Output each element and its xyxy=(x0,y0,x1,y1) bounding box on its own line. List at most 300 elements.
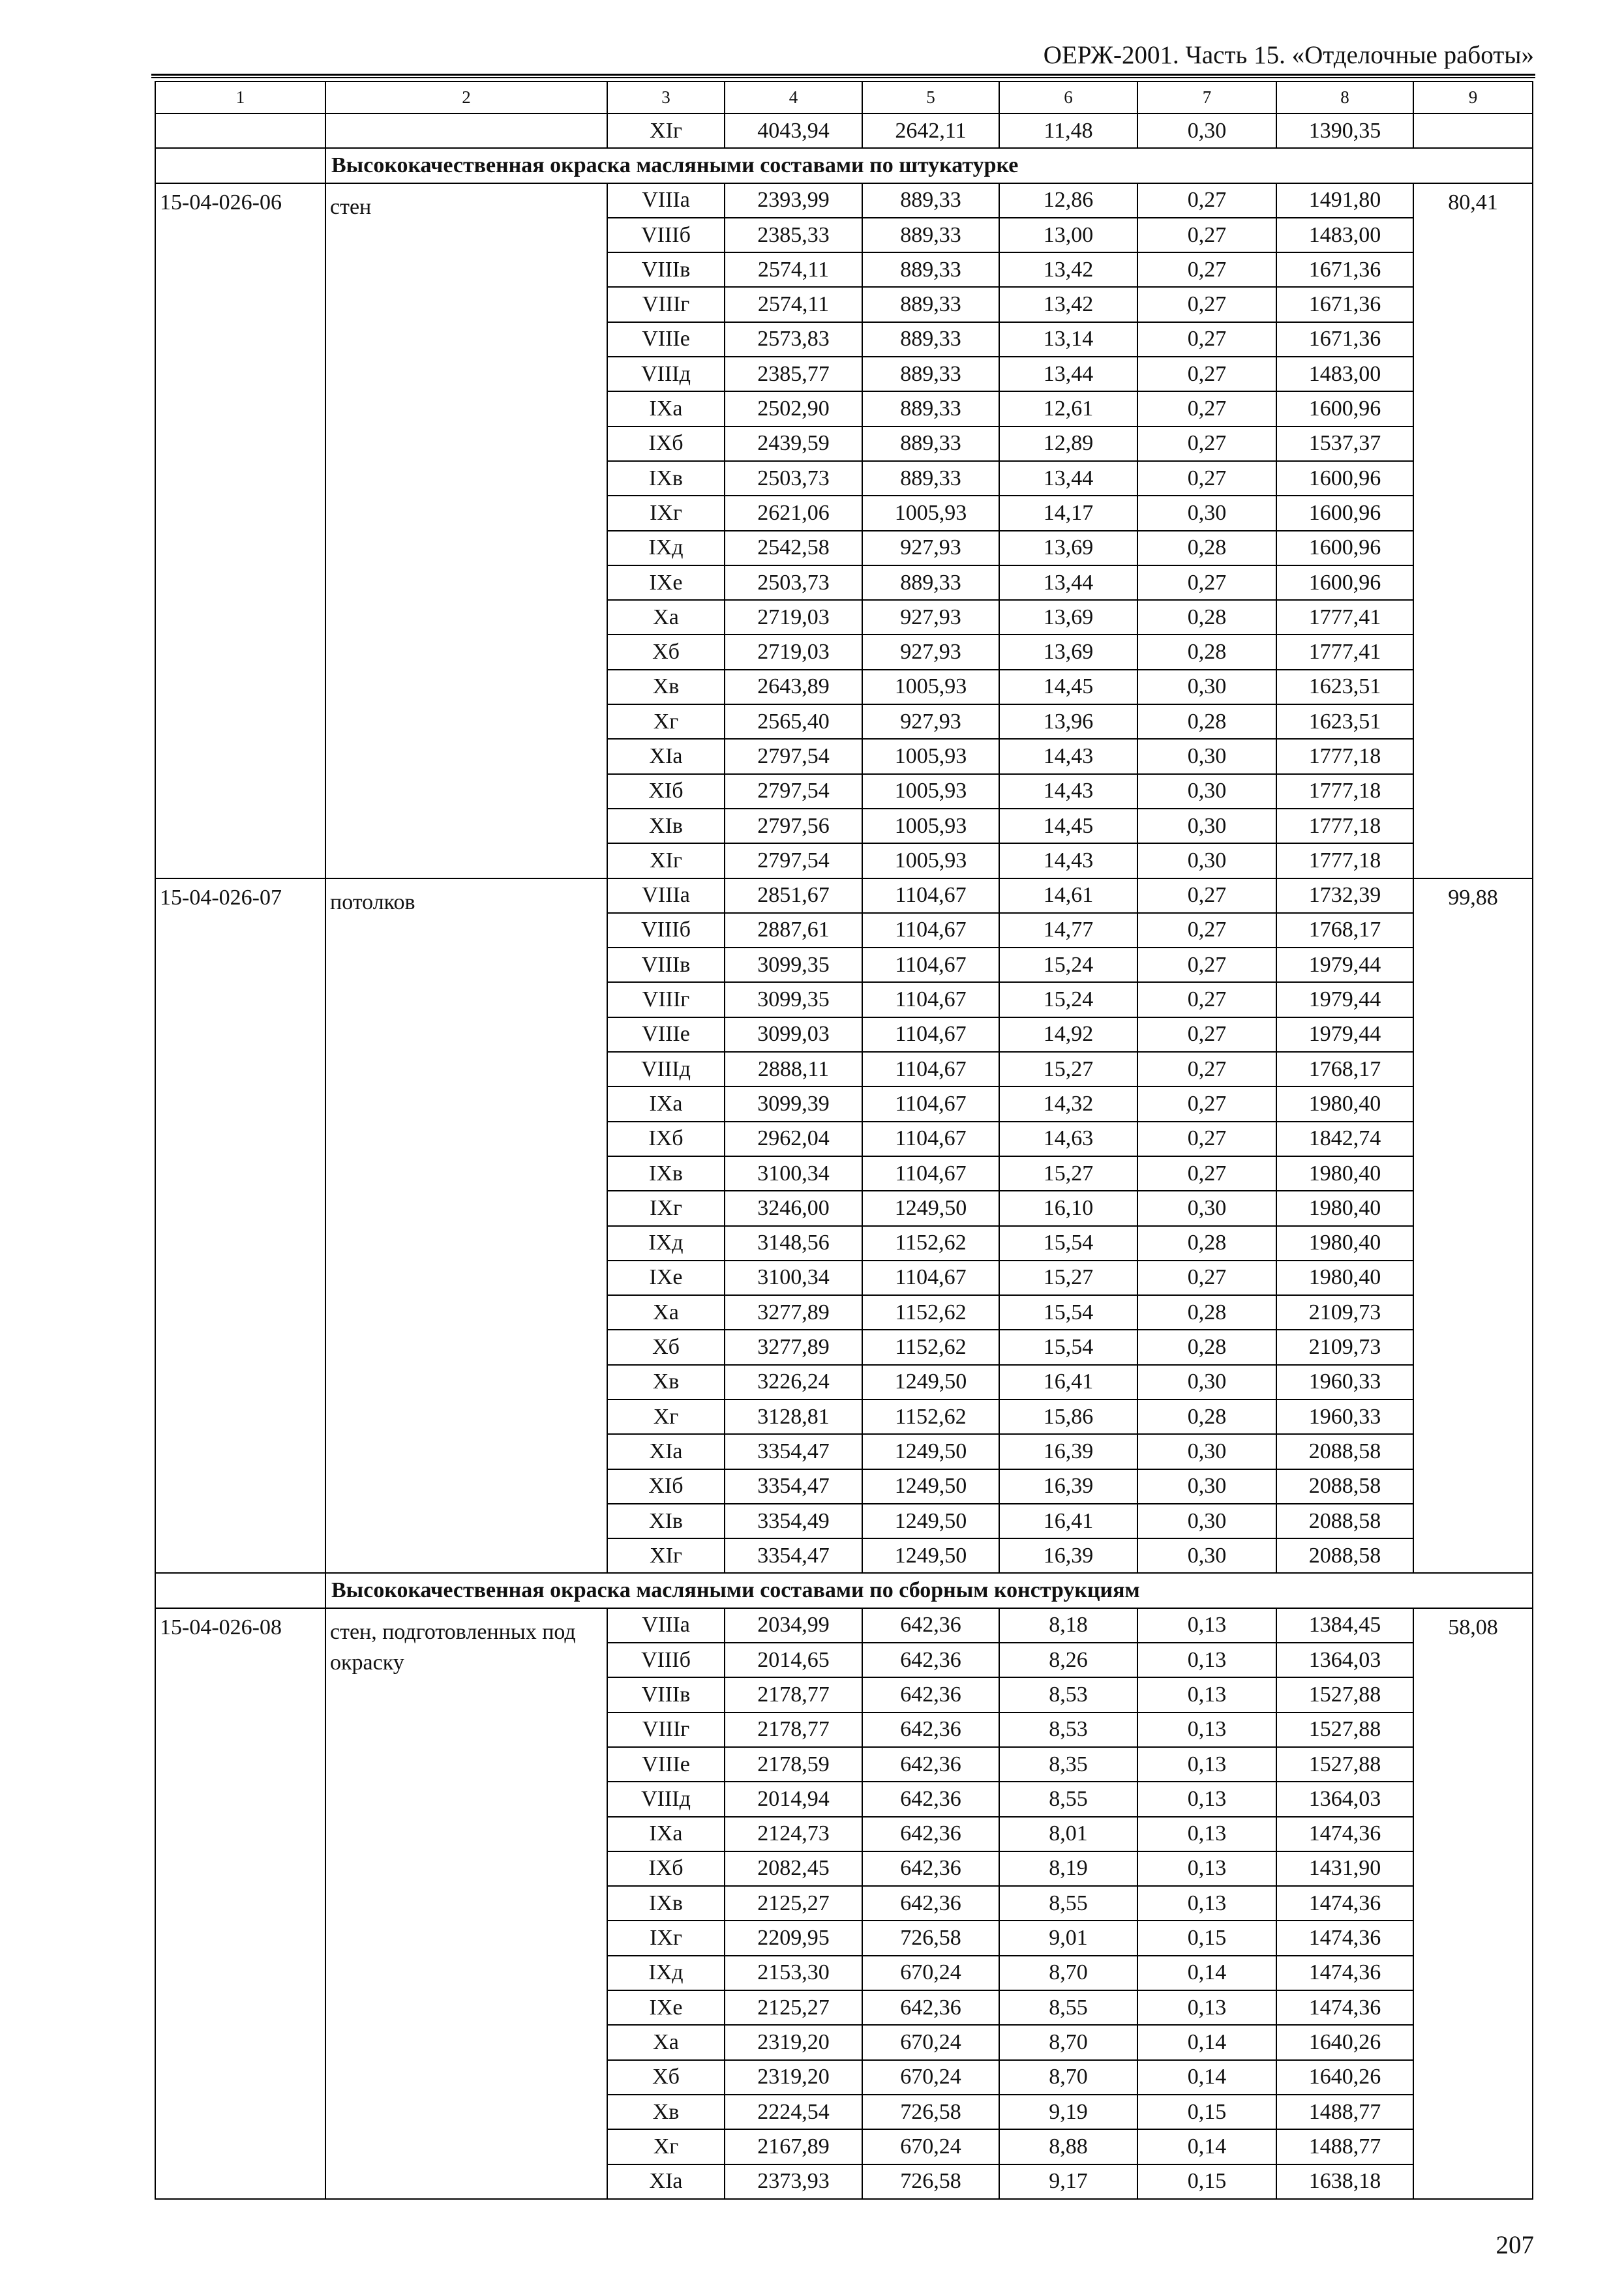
cell-value: 0,28 xyxy=(1137,1330,1276,1364)
cell-value: 0,30 xyxy=(1137,1365,1276,1399)
cell-value: 3246,00 xyxy=(725,1191,862,1225)
cell-value: 670,24 xyxy=(862,2025,999,2059)
cell-value: 642,36 xyxy=(862,1990,999,2025)
cell-value: 1104,67 xyxy=(862,878,999,913)
cell-value: 0,27 xyxy=(1137,218,1276,252)
cell-zone: VIIIа xyxy=(607,183,725,218)
cell-value: 2125,27 xyxy=(725,1990,862,2025)
cell-zone: Xб xyxy=(607,2060,725,2095)
cell-value: 0,14 xyxy=(1137,2129,1276,2164)
cell-zone: IXв xyxy=(607,1886,725,1921)
cell-value: 16,10 xyxy=(999,1191,1137,1225)
cell-value: 1980,40 xyxy=(1276,1156,1413,1191)
cell-value: 2439,59 xyxy=(725,426,862,461)
cell-value: 14,43 xyxy=(999,739,1137,773)
cell-value: 1483,00 xyxy=(1276,218,1413,252)
work-name: стен, подготовленных под окраску xyxy=(325,1608,607,2199)
cell-value: 0,27 xyxy=(1137,1086,1276,1121)
cell-code xyxy=(155,148,325,183)
cell-value: 0,14 xyxy=(1137,2025,1276,2059)
cell-value: 1980,40 xyxy=(1276,1261,1413,1295)
cell-value: 927,93 xyxy=(862,704,999,739)
cell-value: 16,41 xyxy=(999,1504,1137,1538)
cell-value: 1732,39 xyxy=(1276,878,1413,913)
cell-value: 642,36 xyxy=(862,1677,999,1712)
column-number: 9 xyxy=(1413,82,1533,113)
cell-value: 1005,93 xyxy=(862,774,999,809)
cell-value: 15,27 xyxy=(999,1156,1137,1191)
cell-value: 0,28 xyxy=(1137,531,1276,565)
cell-value: 0,27 xyxy=(1137,183,1276,218)
cell-value: 2642,11 xyxy=(862,113,999,148)
cell-value: 16,39 xyxy=(999,1434,1137,1469)
cell-value: 2573,83 xyxy=(725,322,862,357)
cell-value: 3100,34 xyxy=(725,1156,862,1191)
cell-zone: IXа xyxy=(607,1817,725,1851)
cell-value: 0,30 xyxy=(1137,1538,1276,1573)
cell-value: 2373,93 xyxy=(725,2164,862,2199)
cell-zone: XIб xyxy=(607,1469,725,1504)
cell-zone: IXб xyxy=(607,1851,725,1886)
cell-value: 9,19 xyxy=(999,2095,1137,2129)
column-number-row xyxy=(155,82,1533,113)
cell-zone: VIIIа xyxy=(607,878,725,913)
cell-zone: Xб xyxy=(607,635,725,669)
cell-zone: Xа xyxy=(607,600,725,635)
cell-value: 0,30 xyxy=(1137,774,1276,809)
rate-code: 15-04-026-06 xyxy=(155,183,325,878)
cell-value: 0,13 xyxy=(1137,1851,1276,1886)
column-number: 1 xyxy=(155,82,325,113)
cell-value: 1671,36 xyxy=(1276,322,1413,357)
cell-value: 1005,93 xyxy=(862,809,999,843)
cell-value: 1249,50 xyxy=(862,1538,999,1573)
cell-value: 4043,94 xyxy=(725,113,862,148)
cell-value: 1005,93 xyxy=(862,739,999,773)
cell-code xyxy=(155,113,325,148)
cell-value: 13,42 xyxy=(999,252,1137,287)
cell-value: 0,27 xyxy=(1137,1156,1276,1191)
cell-zone: VIIIв xyxy=(607,948,725,982)
running-header: ОЕРЖ-2001. Часть 15. «Отделочные работы» xyxy=(1043,41,1534,69)
cell-value: 14,45 xyxy=(999,670,1137,704)
cell-value: 2082,45 xyxy=(725,1851,862,1886)
table-row xyxy=(155,183,1533,218)
cell-zone: VIIIе xyxy=(607,322,725,357)
cell-value: 1104,67 xyxy=(862,1052,999,1086)
cell-zone: IXв xyxy=(607,1156,725,1191)
cell-zone: VIIIб xyxy=(607,218,725,252)
cell-value: 3099,03 xyxy=(725,1017,862,1052)
cell-value: 3277,89 xyxy=(725,1295,862,1330)
cell-value: 1488,77 xyxy=(1276,2129,1413,2164)
cell-value: 1483,00 xyxy=(1276,357,1413,391)
cell-zone: IXг xyxy=(607,1191,725,1225)
cell-value: 0,30 xyxy=(1137,113,1276,148)
cell-value: 889,33 xyxy=(862,565,999,600)
cell-value: 889,33 xyxy=(862,391,999,426)
column-number: 5 xyxy=(862,82,999,113)
cell-zone: VIIIа xyxy=(607,1608,725,1643)
cell-value: 0,27 xyxy=(1137,1017,1276,1052)
cell-value: 0,27 xyxy=(1137,322,1276,357)
cell-zone: XIв xyxy=(607,809,725,843)
cell-value: 2014,94 xyxy=(725,1782,862,1816)
cell-value: 1431,90 xyxy=(1276,1851,1413,1886)
cell-value: 2797,54 xyxy=(725,843,862,878)
cell-value: 0,13 xyxy=(1137,1713,1276,1747)
cell-value: 2014,65 xyxy=(725,1643,862,1677)
cell-zone: IXе xyxy=(607,1990,725,2025)
cell-value: 13,69 xyxy=(999,635,1137,669)
cell-value: 2574,11 xyxy=(725,252,862,287)
cell-value: 14,77 xyxy=(999,913,1137,948)
cell-value: 8,70 xyxy=(999,1956,1137,1990)
header-rule xyxy=(151,74,1535,76)
cell-value: 8,53 xyxy=(999,1713,1137,1747)
column-number: 8 xyxy=(1276,82,1413,113)
cell-zone: IXд xyxy=(607,531,725,565)
cell-value: 14,92 xyxy=(999,1017,1137,1052)
cell-value: 889,33 xyxy=(862,218,999,252)
cell-value: 670,24 xyxy=(862,2060,999,2095)
cell-value xyxy=(1413,113,1533,148)
cell-value: 1960,33 xyxy=(1276,1365,1413,1399)
cell-zone: VIIIд xyxy=(607,357,725,391)
work-name: потолков xyxy=(325,878,607,1574)
cell-value: 1979,44 xyxy=(1276,982,1413,1017)
cell-value: 1364,03 xyxy=(1276,1782,1413,1816)
cell-zone: Xв xyxy=(607,1365,725,1399)
cell-value: 2167,89 xyxy=(725,2129,862,2164)
cell-value: 0,30 xyxy=(1137,739,1276,773)
cell-value: 1152,62 xyxy=(862,1399,999,1434)
cell-value: 2797,54 xyxy=(725,739,862,773)
cell-value: 14,17 xyxy=(999,496,1137,530)
cell-value: 2643,89 xyxy=(725,670,862,704)
cell-zone: Xг xyxy=(607,2129,725,2164)
cell-value: 1537,37 xyxy=(1276,426,1413,461)
cell-value: 3148,56 xyxy=(725,1226,862,1261)
cell-value: 0,27 xyxy=(1137,287,1276,322)
cell-value: 0,28 xyxy=(1137,704,1276,739)
cell-value: 1104,67 xyxy=(862,1122,999,1156)
cell-value: 0,13 xyxy=(1137,1782,1276,1816)
cell-value: 642,36 xyxy=(862,1817,999,1851)
cell-value: 0,27 xyxy=(1137,357,1276,391)
cell-value: 8,88 xyxy=(999,2129,1137,2164)
cell-zone: VIIIг xyxy=(607,287,725,322)
cell-value: 670,24 xyxy=(862,2129,999,2164)
cell-value: 1104,67 xyxy=(862,913,999,948)
table-row xyxy=(155,1608,1533,1643)
cell-value: 8,01 xyxy=(999,1817,1137,1851)
cell-value: 1600,96 xyxy=(1276,496,1413,530)
cell-value: 2621,06 xyxy=(725,496,862,530)
cell-value: 8,19 xyxy=(999,1851,1137,1886)
cell-value: 0,27 xyxy=(1137,1261,1276,1295)
cell-value: 13,00 xyxy=(999,218,1137,252)
cell-value: 15,24 xyxy=(999,982,1137,1017)
cell-value: 1527,88 xyxy=(1276,1713,1413,1747)
cell-value: 8,70 xyxy=(999,2060,1137,2095)
cell-value: 2153,30 xyxy=(725,1956,862,1990)
cell-value: 15,27 xyxy=(999,1052,1137,1086)
cell-zone: XIа xyxy=(607,2164,725,2199)
cell-value: 15,86 xyxy=(999,1399,1137,1434)
rate-code: 15-04-026-07 xyxy=(155,878,325,1574)
cell-value: 14,43 xyxy=(999,843,1137,878)
cell-value: 1777,18 xyxy=(1276,843,1413,878)
cell-value: 3277,89 xyxy=(725,1330,862,1364)
cell-value: 0,14 xyxy=(1137,1956,1276,1990)
cell-value: 2888,11 xyxy=(725,1052,862,1086)
cell-value: 9,01 xyxy=(999,1921,1137,1955)
cell-zone: IXа xyxy=(607,391,725,426)
cell-value: 2124,73 xyxy=(725,1817,862,1851)
cell-value: 3099,35 xyxy=(725,982,862,1017)
column-number: 4 xyxy=(725,82,862,113)
cell-value: 0,28 xyxy=(1137,1295,1276,1330)
cell-value: 0,30 xyxy=(1137,843,1276,878)
cell-value: 0,27 xyxy=(1137,913,1276,948)
cell-value: 2178,77 xyxy=(725,1677,862,1712)
cell-value: 13,69 xyxy=(999,531,1137,565)
cell-value: 889,33 xyxy=(862,357,999,391)
cell-value: 1384,45 xyxy=(1276,1608,1413,1643)
cell-value: 0,15 xyxy=(1137,1921,1276,1955)
cell-value: 3354,47 xyxy=(725,1434,862,1469)
column-number: 6 xyxy=(999,82,1137,113)
cell-value: 2319,20 xyxy=(725,2025,862,2059)
cell-zone: Xг xyxy=(607,704,725,739)
cell-value: 1638,18 xyxy=(1276,2164,1413,2199)
section-title-row xyxy=(155,1573,1533,1608)
cell-value: 1488,77 xyxy=(1276,2095,1413,2129)
cell-zone: Xа xyxy=(607,1295,725,1330)
cell-value: 1600,96 xyxy=(1276,531,1413,565)
cell-value: 1474,36 xyxy=(1276,1817,1413,1851)
cell-value: 0,30 xyxy=(1137,1191,1276,1225)
cell-value: 2178,59 xyxy=(725,1747,862,1782)
cell-value: 642,36 xyxy=(862,1886,999,1921)
cell-zone: IXг xyxy=(607,496,725,530)
cell-zone: VIIIд xyxy=(607,1052,725,1086)
cell-value: 0,28 xyxy=(1137,635,1276,669)
cell-value: 2574,11 xyxy=(725,287,862,322)
cell-value: 1600,96 xyxy=(1276,565,1413,600)
cell-code xyxy=(155,1573,325,1608)
cell-value: 0,30 xyxy=(1137,809,1276,843)
cell-value: 2088,58 xyxy=(1276,1504,1413,1538)
cell-value: 1005,93 xyxy=(862,670,999,704)
cell-value: 2887,61 xyxy=(725,913,862,948)
cell-value: 0,27 xyxy=(1137,948,1276,982)
cell-value: 2088,58 xyxy=(1276,1469,1413,1504)
cell-value: 3100,34 xyxy=(725,1261,862,1295)
cell-zone: IXе xyxy=(607,1261,725,1295)
cell-value: 2851,67 xyxy=(725,878,862,913)
table-row xyxy=(155,878,1533,913)
cell-value: 1390,35 xyxy=(1276,113,1413,148)
cell-value: 1979,44 xyxy=(1276,1017,1413,1052)
cell-value: 13,44 xyxy=(999,565,1137,600)
cell-value: 1960,33 xyxy=(1276,1399,1413,1434)
cell-value: 1777,18 xyxy=(1276,774,1413,809)
cell-value: 0,13 xyxy=(1137,1886,1276,1921)
cell-value: 13,14 xyxy=(999,322,1137,357)
work-name: стен xyxy=(325,183,607,878)
cell-zone: IXд xyxy=(607,1226,725,1261)
rate-code: 15-04-026-08 xyxy=(155,1608,325,2199)
cell-value: 1777,41 xyxy=(1276,635,1413,669)
cell-value: 0,15 xyxy=(1137,2164,1276,2199)
cell-value: 0,27 xyxy=(1137,878,1276,913)
cell-value: 1623,51 xyxy=(1276,670,1413,704)
cell-value: 0,13 xyxy=(1137,1677,1276,1712)
cell-zone: VIIIе xyxy=(607,1747,725,1782)
cell-value: 670,24 xyxy=(862,1956,999,1990)
cell-value: 0,27 xyxy=(1137,461,1276,496)
cell-value: 1842,74 xyxy=(1276,1122,1413,1156)
cell-zone: Xг xyxy=(607,1399,725,1434)
cell-value: 2209,95 xyxy=(725,1921,862,1955)
cell-value: 0,28 xyxy=(1137,1399,1276,1434)
cell-value: 0,27 xyxy=(1137,426,1276,461)
cell-value: 1979,44 xyxy=(1276,948,1413,982)
section-title: Высококачественная окраска масляными составами по сборным конструкциям xyxy=(325,1573,1533,1608)
cell-value: 1768,17 xyxy=(1276,1052,1413,1086)
cell-zone: VIIIв xyxy=(607,252,725,287)
cell-value: 1152,62 xyxy=(862,1226,999,1261)
cell-value: 3226,24 xyxy=(725,1365,862,1399)
cell-zone: VIIIд xyxy=(607,1782,725,1816)
cell-zone: VIIIг xyxy=(607,1713,725,1747)
cell-zone: VIIIб xyxy=(607,913,725,948)
cell-value: 0,13 xyxy=(1137,1608,1276,1643)
cell-value: 1104,67 xyxy=(862,948,999,982)
header-rule-thin xyxy=(151,77,1535,78)
cell-value: 1980,40 xyxy=(1276,1191,1413,1225)
cell-value: 8,55 xyxy=(999,1782,1137,1816)
cell-value: 14,61 xyxy=(999,878,1137,913)
cell-value: 8,26 xyxy=(999,1643,1137,1677)
cell-value: 0,30 xyxy=(1137,1469,1276,1504)
cell-value: 0,28 xyxy=(1137,1226,1276,1261)
cell-column-9: 80,41 xyxy=(1413,183,1533,878)
cell-value: 889,33 xyxy=(862,426,999,461)
cell-value: 2719,03 xyxy=(725,600,862,635)
cell-value: 642,36 xyxy=(862,1747,999,1782)
cell-value: 0,30 xyxy=(1137,670,1276,704)
cell-value: 13,69 xyxy=(999,600,1137,635)
cell-value: 1777,18 xyxy=(1276,739,1413,773)
cell-value: 0,14 xyxy=(1137,2060,1276,2095)
cell-column-9: 58,08 xyxy=(1413,1608,1533,2199)
cell-value: 2393,99 xyxy=(725,183,862,218)
cell-value: 642,36 xyxy=(862,1643,999,1677)
cell-value: 1364,03 xyxy=(1276,1643,1413,1677)
cell-value: 2088,58 xyxy=(1276,1538,1413,1573)
cell-value: 9,17 xyxy=(999,2164,1137,2199)
cell-zone: Xб xyxy=(607,1330,725,1364)
cell-value: 927,93 xyxy=(862,531,999,565)
cell-value: 642,36 xyxy=(862,1608,999,1643)
cell-value: 0,27 xyxy=(1137,565,1276,600)
cell-value: 1671,36 xyxy=(1276,287,1413,322)
cell-value: 2797,54 xyxy=(725,774,862,809)
cell-value: 13,42 xyxy=(999,287,1137,322)
cell-value: 2565,40 xyxy=(725,704,862,739)
cell-value: 15,24 xyxy=(999,948,1137,982)
cell-zone: XIа xyxy=(607,1434,725,1469)
cell-value: 1474,36 xyxy=(1276,1956,1413,1990)
cell-value: 2503,73 xyxy=(725,565,862,600)
cell-value: 13,44 xyxy=(999,461,1137,496)
cell-zone: IXб xyxy=(607,1122,725,1156)
cell-value: 889,33 xyxy=(862,183,999,218)
cell-value: 1474,36 xyxy=(1276,1921,1413,1955)
cell-value: 889,33 xyxy=(862,461,999,496)
cell-value: 15,27 xyxy=(999,1261,1137,1295)
cell-column-9: 99,88 xyxy=(1413,878,1533,1574)
cell-value: 1249,50 xyxy=(862,1365,999,1399)
cell-value: 1474,36 xyxy=(1276,1990,1413,2025)
cell-value: 2034,99 xyxy=(725,1608,862,1643)
cell-value: 2502,90 xyxy=(725,391,862,426)
cell-zone: Xв xyxy=(607,2095,725,2129)
cell-value: 0,27 xyxy=(1137,982,1276,1017)
column-number: 7 xyxy=(1137,82,1276,113)
cell-value: 2088,58 xyxy=(1276,1434,1413,1469)
cell-zone: XIг xyxy=(607,1538,725,1573)
section-title: Высококачественная окраска масляными составами по штукатурке xyxy=(325,148,1533,183)
cell-value: 1152,62 xyxy=(862,1330,999,1364)
cell-zone: Xв xyxy=(607,670,725,704)
cell-value: 8,35 xyxy=(999,1747,1137,1782)
cell-value: 14,63 xyxy=(999,1122,1137,1156)
cell-value: 8,53 xyxy=(999,1677,1137,1712)
cell-value: 8,55 xyxy=(999,1990,1137,2025)
cell-value: 1104,67 xyxy=(862,982,999,1017)
cell-value: 0,13 xyxy=(1137,1643,1276,1677)
cell-value: 1623,51 xyxy=(1276,704,1413,739)
cell-value: 642,36 xyxy=(862,1851,999,1886)
cell-value: 0,28 xyxy=(1137,600,1276,635)
cell-value: 0,27 xyxy=(1137,252,1276,287)
cell-value: 1249,50 xyxy=(862,1504,999,1538)
cell-value: 2319,20 xyxy=(725,2060,862,2095)
cell-value: 2542,58 xyxy=(725,531,862,565)
cell-value: 2224,54 xyxy=(725,2095,862,2129)
cell-value: 2109,73 xyxy=(1276,1295,1413,1330)
cell-value: 0,30 xyxy=(1137,1434,1276,1469)
cell-value: 3128,81 xyxy=(725,1399,862,1434)
cell-value: 3354,47 xyxy=(725,1538,862,1573)
cell-zone: VIIIб xyxy=(607,1643,725,1677)
cell-value: 0,13 xyxy=(1137,1747,1276,1782)
cell-value: 1249,50 xyxy=(862,1191,999,1225)
cell-value: 1104,67 xyxy=(862,1086,999,1121)
section-title-row xyxy=(155,148,1533,183)
cell-value: 8,70 xyxy=(999,2025,1137,2059)
cell-value: 2178,77 xyxy=(725,1713,862,1747)
cell-value: 927,93 xyxy=(862,635,999,669)
cell-value: 1249,50 xyxy=(862,1469,999,1504)
cell-value: 1152,62 xyxy=(862,1295,999,1330)
cell-value: 1491,80 xyxy=(1276,183,1413,218)
cell-value: 1104,67 xyxy=(862,1261,999,1295)
